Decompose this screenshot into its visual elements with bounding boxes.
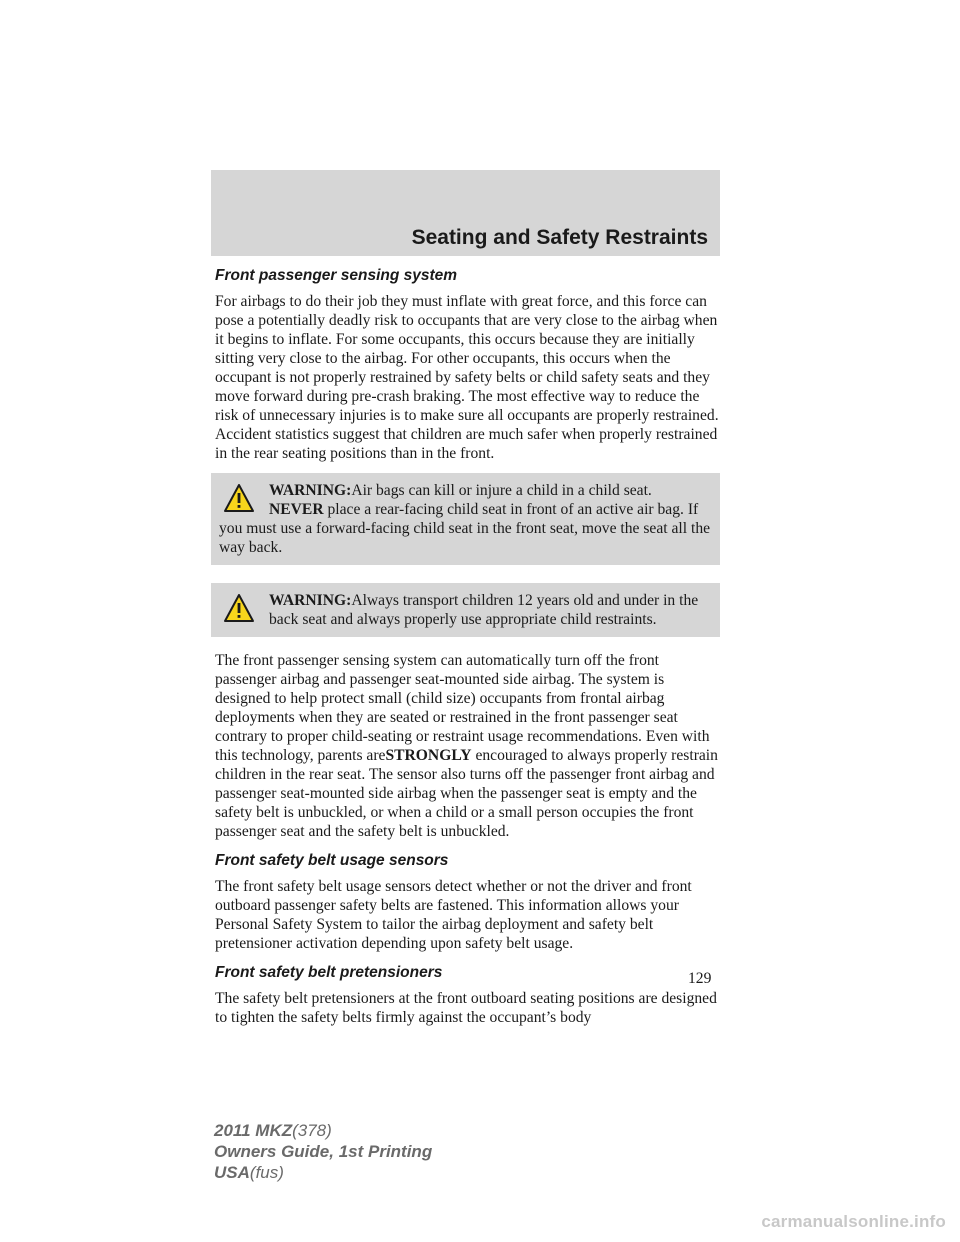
watermark: carmanualsonline.info — [761, 1212, 946, 1231]
warning-text: Always transport children 12 years old and under in the back seat and always properly use appropriate child restraints. — [269, 592, 699, 628]
footer-model: 2011 MKZ — [214, 1121, 293, 1140]
sensing-text-before: The front passenger sensing system can automatically turn off the front passenger airbag and passenger seat-mounted side airbag. The system is designed to help protect small (child size) occupants from frontal airbag deployments when they are seated or restrained in the front passenger seat contrary to proper child-seating or restraint usage recommendations. Even with this technology, parents are — [215, 652, 710, 764]
print-footer — [214, 1120, 432, 1183]
warning-text-continued: place a rear-facing child seat in front of an active air bag. If you must use a forward-facing child seat in the front seat, move the seat all the way back. — [219, 501, 711, 556]
paragraph-sensing-system — [215, 651, 721, 841]
page-number: 129 — [688, 970, 712, 987]
page-content — [215, 266, 721, 1037]
warning-label: WARNING: — [269, 482, 352, 499]
warning-label: WARNING: — [269, 592, 352, 609]
heading-passenger-sensing: Front passenger sensing system — [215, 267, 458, 284]
section-title: Seating and Safety Restraints — [411, 226, 708, 249]
paragraph-pretensioners: The safety belt pretensioners at the front outboard seating positions are designed to tighten the safety belts firmly against the occupant’s body — [215, 990, 717, 1026]
heading-belt-sensors: Front safety belt usage sensors — [215, 852, 449, 869]
section-header — [211, 170, 720, 256]
heading-pretensioners: Front safety belt pretensioners — [215, 964, 443, 981]
warning-text: Air bags can kill or injure a child in a child seat. — [351, 482, 652, 499]
warning-child-seat — [211, 473, 720, 565]
sensing-text-after: encouraged to always properly restrain children in the rear seat. The sensor also turns off the passenger front airbag and passenger seat-mounted side airbag when the passenger seat is empty and the safety belt is unbuckled, or when a child or a small person occupies the front passenger seat and the safety belt is unbuckled. — [215, 747, 718, 840]
footer-model-code: (378) — [292, 1121, 332, 1140]
paragraph-airbag-force: For airbags to do their job they must inflate with great force, and this force can pose a potentially deadly risk to occupants that are very close to the airbag when it begins to inflate. For some occupants, this occurs because they are initially sitting very close to the airbag. For other occupants, this occurs when the occupant is not properly restrained by safety belts or child safety seats and they move forward during pre-crash braking. The most effective way to reduce the risk of unnecessary injuries is to make sure all occupants are properly restrained. Accident statistics suggest that children are much safer when properly restrained in the rear seating positions than in the front. — [215, 293, 719, 462]
footer-line-printing: Owners Guide, 1st Printing — [214, 1142, 433, 1161]
warning-triangle-icon — [223, 593, 255, 623]
paragraph-belt-sensors: The front safety belt usage sensors detect whether or not the driver and front outboard passenger safety belts are fastened. This information allows your Personal Safety System to tailor the airbag deployment and safety belt pretensioner activation depending upon safety belt usage. — [215, 878, 692, 952]
footer-region-code: (fus) — [249, 1163, 284, 1182]
warning-triangle-icon — [223, 483, 255, 513]
footer-line-model — [214, 1120, 432, 1141]
warning-emphasis: NEVER — [269, 501, 324, 518]
footer-region: USA — [214, 1163, 250, 1182]
sensing-emphasis: STRONGLY — [385, 747, 472, 764]
footer-line-region — [214, 1162, 432, 1183]
warning-transport-children — [211, 583, 720, 637]
